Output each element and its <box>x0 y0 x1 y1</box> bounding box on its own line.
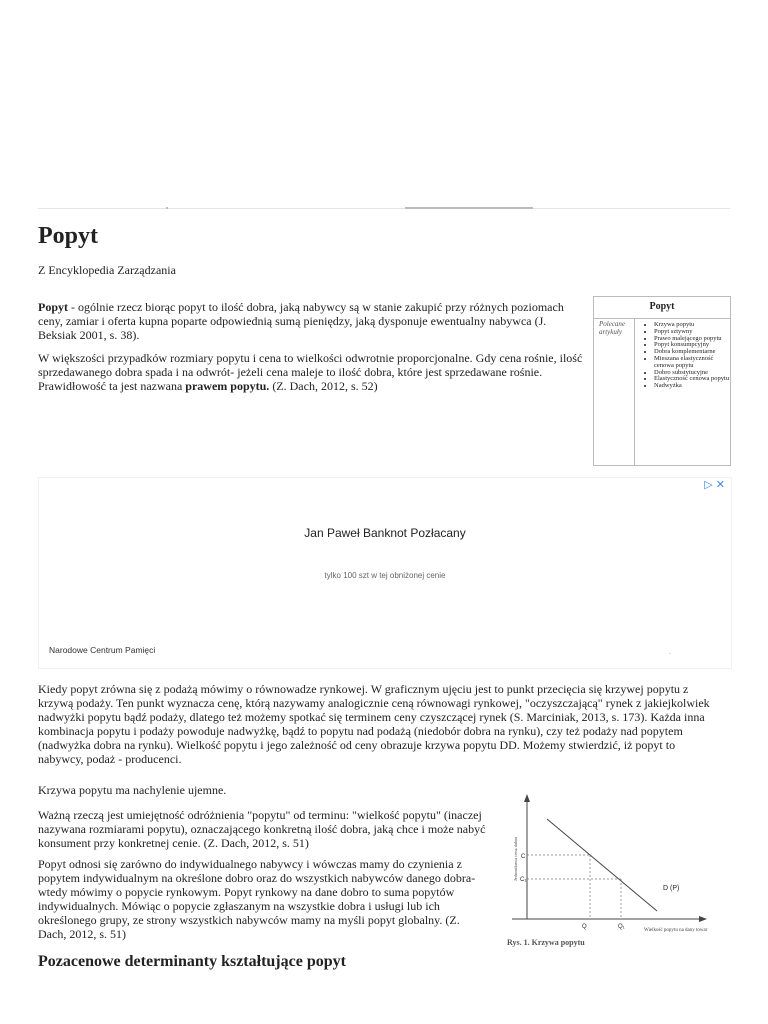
y-axis-arrow-icon <box>524 794 530 802</box>
y-axis-label: Jednostkowa cena dobra <box>513 837 518 881</box>
infobox-list <box>642 322 734 390</box>
slope-paragraph: Krzywa popytu ma nachylenie ujemne. <box>38 783 227 797</box>
market-demand-paragraph: Popyt odnosi się zarówno do indywidualnego nabywcy i wówczas mamy do czynienia z popytem indywidualnym na określone dobro oraz do wszystkich nabywców danego dobra- wtedy mówimy o popycie rynkowym. Popyt rynkowy na dane dobro to suma popytów indywidualnych. Mówiąc o popycie zgłaszanym na wszystkie dobra i usługi lub ich określonego grupy, ze strony wszystkich nabywców mamy na myśli popyt globalny. (Z. Dach, 2012, s. 51) <box>38 857 476 941</box>
law-bold: prawem popytu. <box>185 379 270 393</box>
price-label-c1: C₁ <box>520 877 527 883</box>
ad-brand[interactable]: Narodowe Centrum Pamięci <box>49 645 156 655</box>
top-tab-indicator <box>405 207 533 209</box>
section-heading: Pozacenowe determinanty kształtujące popyt <box>38 953 346 970</box>
page-subtitle: Z Encyklopedia Zarządzania <box>38 263 176 277</box>
quantity-label-q: Q <box>582 924 587 930</box>
infobox-link[interactable]: • Popyt sztywny <box>654 329 734 336</box>
page-title: Popyt <box>38 223 98 249</box>
figure-caption: Rys. 1. Krzywa popytu <box>507 938 585 947</box>
quantity-demanded-paragraph: Ważną rzeczą jest umiejętność odróżnienia "popytu" od terminu: "wielkość popytu" (inaczej nazywana rozmiarami popytu), oznaczającego konkretną ilość dobra, jaką chce i może nabyć konsument przy konkretnej cenie. (Z. Dach, 2012, s. 51) <box>38 808 486 850</box>
x-axis-arrow-icon <box>699 916 707 922</box>
infobox-link[interactable]: • Popyt konsumpcyjny <box>654 342 734 349</box>
infobox-title: Popyt <box>594 297 730 319</box>
x-axis-label: Wielkość popytu na dany towar <box>644 928 708 933</box>
related-articles-infobox <box>593 296 731 466</box>
intro-term: Popyt <box>38 300 68 314</box>
law-citation: (Z. Dach, 2012, s. 52) <box>269 379 378 393</box>
price-label-c: C <box>521 854 526 860</box>
infobox-link[interactable]: • Prawo malejącego popytu <box>654 336 734 343</box>
ad-dot: . <box>668 647 671 656</box>
infobox-link[interactable]: • Elastyczność cenowa popytu <box>654 376 734 383</box>
infobox-link[interactable]: • Krzywa popytu <box>654 322 734 329</box>
law-of-demand-paragraph <box>38 351 583 393</box>
ad-choices-icon[interactable]: ▷ ✕ <box>704 479 725 491</box>
curve-label: D (P) <box>663 885 680 892</box>
ad-title[interactable]: Jan Paweł Banknot Pozłacany <box>304 526 466 540</box>
infobox-label: Polecane artykuły <box>594 318 635 465</box>
intro-paragraph <box>38 300 583 342</box>
infobox-link[interactable]: • Mieszana elastyczność cenowa popytu <box>654 356 734 370</box>
ad-subtitle: tylko 100 szt w tej obniżonej cenie <box>324 571 446 580</box>
law-text: W większości przypadków rozmiary popytu i cena to wielkości odwrotnie proporcjonalne. Gdy cena rośnie, ilość sprzedawanego dobra spada i na odwrót- jeżeli cena maleje to ilość dobra, które jest sprzedawane rośnie. Prawidłowość ta jest nazwana <box>38 351 583 393</box>
top-divider <box>38 208 730 209</box>
infobox-link[interactable]: • Nadwyżka <box>654 383 734 390</box>
demand-curve-line <box>547 819 657 911</box>
equilibrium-paragraph: Kiedy popyt zrówna się z podażą mówimy o równowadze rynkowej. W graficznym ujęciu jest to punkt przecięcia się krzywej popytu z krzywą podaży. Ten punkt wyznacza cenę, którą nazywamy analogicznie ceną równowagi rynkowej, "oczyszczającą" rynek z jakiejkolwiek nadwyżki popytu bądź podaży, dlatego też możemy spotkać się terminem ceny czyszczącej rynek (S. Marciniak, 2013, s. 173). Każda inna kombinacja popytu i podaży powoduje nadwyżkę, bądź to popytu nad podażą (niedobór dobra na rynku), czy też podaży nad popytem (nadwyżka dobra na rynku). Wielkość popytu i jego zależność od ceny obrazuje krzywa popytu DD. Możemy stwierdzić, iż popyt to nabywcy, podaż - producenci. <box>38 682 710 766</box>
intro-text: - ogólnie rzecz biorąc popyt to ilość dobra, jaką nabywcy są w stanie zakupić przy różnych poziomach ceny, zamiar i oferta kupna poparte odpowiednią sumą pieniędzy, jaką dysponuje ewentualny nabywca (J. Beksiak 2001, s. 38). <box>38 300 564 342</box>
top-divider-dot <box>166 207 168 209</box>
infobox-link[interactable]: • Dobra komplementarne <box>654 349 734 356</box>
demand-curve-figure <box>507 789 729 951</box>
advertisement-banner[interactable] <box>38 477 732 669</box>
infobox-link[interactable]: • Dobro substytucyjne <box>654 370 734 377</box>
quantity-label-q1: Q₁ <box>618 924 625 930</box>
